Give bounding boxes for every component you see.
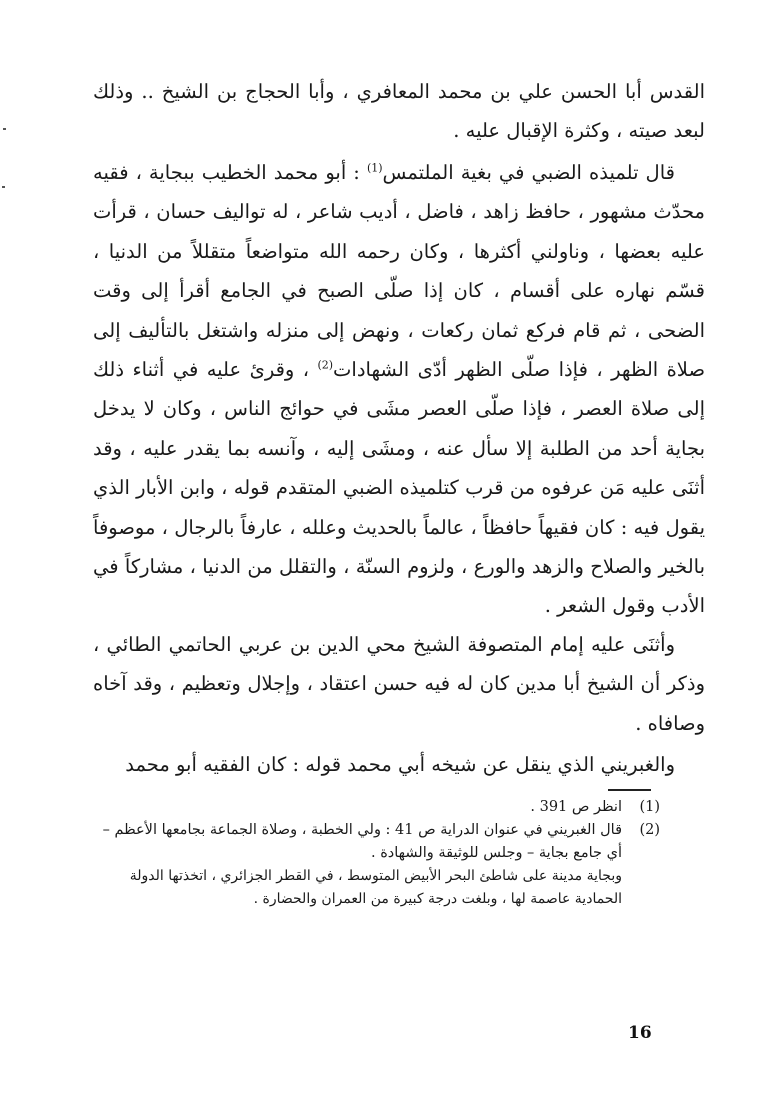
paragraph-text-body: والغبريني الذي ينقل عن شيخه أبي محمد قوله : كان الفقيه أبو محمد [125, 753, 675, 776]
paragraph-text-body: القدس أبا الحسن علي بن محمد المعافري ، وأبا الحجاج بن الشيخ .. وذلك لبعد صيته ، وكثرة الإقبال عليه . [93, 80, 705, 143]
footnote-ref-1[interactable]: (1) [366, 161, 383, 175]
paragraph-4 [93, 745, 705, 784]
footnote-text: قال الغبريني في عنوان الدراية ص 41 : ولي الخطبة ، وصلاة الجماعة بجامعها الأعظم – أي جامع بجاية – وجلس للوثيقة والشهادة . [102, 822, 622, 861]
paragraph-text-body: وأثنَى عليه إمام المتصوفة الشيخ محي الدين بن عربي الحاتمي الطائي ، وذكر أن الشيخ أبا مدين كان له فيه حسن اعتقاد ، وإجلال وتعظيم ، وقد آخاه وصافاه . [93, 633, 705, 735]
footnote-divider [608, 789, 651, 791]
footnote-text: وبجاية مدينة على شاطئ البحر الأبيض المتوسط ، في القطر الجزائري ، اتخذتها الدولة الحمادية عاصمة لها ، وبلغت درجة كبيرة من العمران والحضارة . [129, 868, 622, 907]
footnotes [100, 796, 660, 911]
footnote-number: (1) [639, 799, 660, 815]
paragraph-text [93, 153, 705, 626]
footnote-ref-2[interactable]: (2) [317, 358, 334, 372]
margin-mark [2, 186, 5, 188]
footnote-number: (2) [639, 822, 660, 838]
paragraph-text-body: قال تلميذه الضبي في بغية الملتمس [382, 161, 675, 184]
margin-mark [3, 128, 6, 130]
page-number: 16 [628, 1023, 652, 1043]
footnote-2 [100, 819, 660, 865]
paragraph-text [93, 72, 705, 151]
footnote-2-continuation [100, 865, 660, 911]
paragraph-2 [93, 153, 705, 626]
paragraph-text-body: ، وقرئ عليه في أثناء ذلك إلى صلاة العصر ، فإذا صلّى العصر مشَى في حوائج الناس ، وكان لا يدخل بجاية أحد من الطلبة إلا سأل عنه ، ومشَى إليه ، وآنسه بما يقدر عليه ، وقد أثنَى عليه مَن عرفوه من قرب كتلميذه الضبي المتقدم قوله ، وابن الأبار الذي يقول فيه : كان فقيهاً حافظاً ، عالماً بالحديث وعلله ، عارفاً بالرجال ، موصوفاً بالخير والصلاح والزهد والورع ، ولزوم السنّة ، والتقلل من الدنيا ، مشاركاً في الأدب وقول الشعر . [93, 358, 705, 618]
paragraph-3 [93, 625, 705, 743]
footnote-1 [100, 796, 660, 819]
paragraph-text [93, 745, 705, 784]
footnote-text: انظر ص 391 . [530, 799, 622, 815]
paragraph-text-body: : أبو محمد الخطيب ببجاية ، فقيه محدّث مشهور ، حافظ زاهد ، فاضل ، أديب شاعر ، له تواليف حسان ، قرأت عليه بعضها ، وناولني أكثرها ، وكان رحمه الله متواضعاً متقللاً من الدنيا ، قسّم نهاره على أقسام ، كان إذا صلّى الصبح في الجامع أقرأ إلى وقت الضحى ، ثم قام فركع ثمان ركعات ، ونهض إلى منزله واشتغل بالتأليف إلى صلاة الظهر ، فإذا صلّى الظهر أدّى الشهادات [93, 161, 705, 382]
paragraph-1 [93, 72, 705, 151]
paragraph-text [93, 625, 705, 743]
